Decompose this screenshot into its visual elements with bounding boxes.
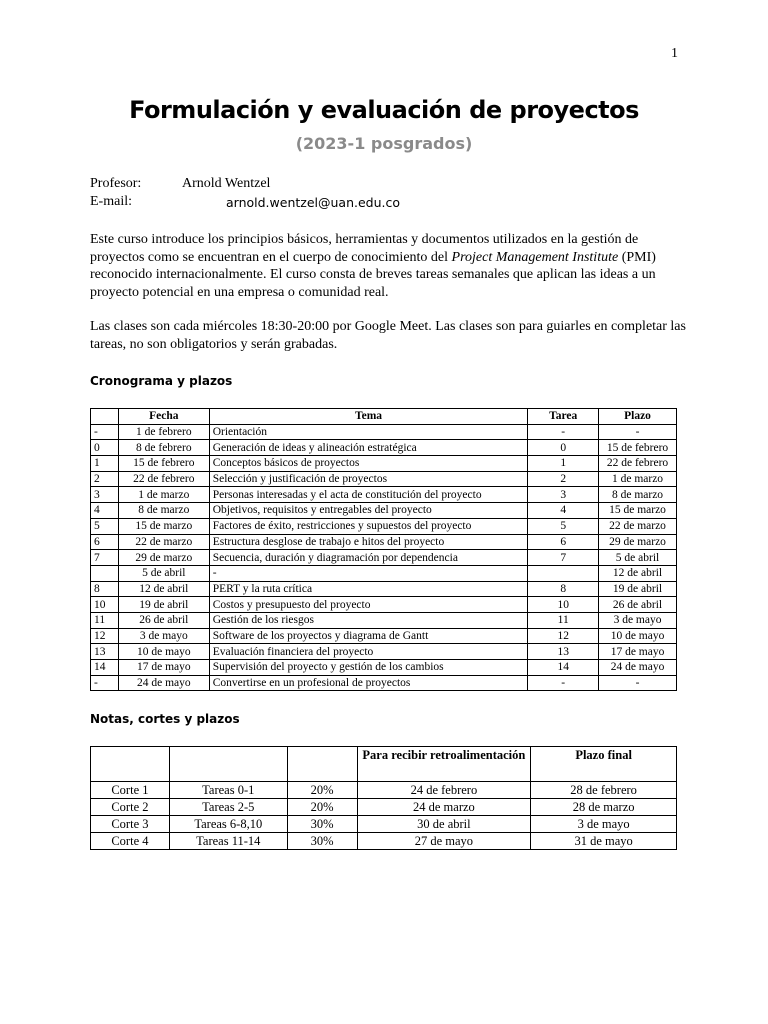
schedule-cell-num bbox=[91, 565, 119, 581]
notes-cell-retro: 30 de abril bbox=[357, 816, 531, 833]
schedule-cell-fecha: 26 de abril bbox=[118, 612, 209, 628]
notes-body bbox=[91, 782, 677, 850]
email-address[interactable]: arnold.wentzel@uan.edu.co bbox=[226, 195, 401, 210]
schedule-row bbox=[91, 456, 677, 472]
schedule-header-row bbox=[91, 409, 677, 425]
schedule-row bbox=[91, 660, 677, 676]
schedule-cell-fecha: 8 de febrero bbox=[118, 440, 209, 456]
notes-header-row bbox=[91, 747, 677, 782]
schedule-cell-tarea: 12 bbox=[528, 628, 599, 644]
schedule-cell-tarea: 6 bbox=[528, 534, 599, 550]
schedule-row bbox=[91, 471, 677, 487]
schedule-cell-num: 6 bbox=[91, 534, 119, 550]
schedule-cell-fecha: 22 de marzo bbox=[118, 534, 209, 550]
schedule-cell-fecha: 12 de abril bbox=[118, 581, 209, 597]
notes-cell-peso: 20% bbox=[287, 782, 357, 799]
schedule-cell-num: 11 bbox=[91, 612, 119, 628]
notes-cell-retro: 27 de mayo bbox=[357, 833, 531, 850]
schedule-cell-tema: Generación de ideas y alineación estratégica bbox=[209, 440, 528, 456]
schedule-cell-tema: Costos y presupuesto del proyecto bbox=[209, 597, 528, 613]
schedule-cell-tarea bbox=[528, 565, 599, 581]
schedule-cell-tarea: 13 bbox=[528, 644, 599, 660]
schedule-cell-tarea: - bbox=[528, 424, 599, 440]
schedule-cell-tema: Software de los proyectos y diagrama de Gantt bbox=[209, 628, 528, 644]
schedule-cell-plazo: 8 de marzo bbox=[599, 487, 677, 503]
schedule-cell-fecha: 10 de mayo bbox=[118, 644, 209, 660]
notes-cell-tareas: Tareas 11-14 bbox=[169, 833, 287, 850]
schedule-cell-plazo: - bbox=[599, 424, 677, 440]
schedule-cell-plazo: 12 de abril bbox=[599, 565, 677, 581]
schedule-cell-fecha: 22 de febrero bbox=[118, 471, 209, 487]
notes-cell-tareas: Tareas 2-5 bbox=[169, 799, 287, 816]
schedule-cell-plazo: 29 de marzo bbox=[599, 534, 677, 550]
schedule-cell-fecha: 15 de febrero bbox=[118, 456, 209, 472]
notes-cell-peso: 30% bbox=[287, 816, 357, 833]
schedule-cell-plazo: 5 de abril bbox=[599, 550, 677, 566]
document-subtitle: (2023-1 posgrados) bbox=[295, 134, 473, 153]
schedule-cell-tarea: 4 bbox=[528, 503, 599, 519]
intro-paragraph bbox=[90, 231, 690, 301]
schedule-row bbox=[91, 518, 677, 534]
schedule-cell-tarea: 3 bbox=[528, 487, 599, 503]
schedule-row bbox=[91, 581, 677, 597]
classes-paragraph bbox=[90, 318, 690, 353]
schedule-cell-tarea: 11 bbox=[528, 612, 599, 628]
email-label: E-mail: bbox=[90, 194, 132, 209]
schedule-row bbox=[91, 503, 677, 519]
schedule-cell-num: 4 bbox=[91, 503, 119, 519]
schedule-cell-fecha: 17 de mayo bbox=[118, 660, 209, 676]
notes-cell-plazo-final: 28 de febrero bbox=[531, 782, 677, 799]
schedule-cell-plazo: 15 de marzo bbox=[599, 503, 677, 519]
schedule-row bbox=[91, 550, 677, 566]
schedule-table bbox=[90, 408, 677, 691]
notes-cell-corte: Corte 1 bbox=[91, 782, 170, 799]
schedule-cell-fecha: 1 de marzo bbox=[118, 487, 209, 503]
schedule-cell-tema: Gestión de los riesgos bbox=[209, 612, 528, 628]
notes-row bbox=[91, 833, 677, 850]
schedule-cell-plazo: 24 de mayo bbox=[599, 660, 677, 676]
notes-header-tareas bbox=[169, 747, 287, 782]
schedule-header-tarea: Tarea bbox=[528, 409, 599, 425]
notes-cell-corte: Corte 3 bbox=[91, 816, 170, 833]
notes-header-retro: Para recibir retroalimentación bbox=[357, 747, 531, 782]
schedule-cell-num: 5 bbox=[91, 518, 119, 534]
schedule-cell-plazo: 3 de mayo bbox=[599, 612, 677, 628]
schedule-cell-tema: Conceptos básicos de proyectos bbox=[209, 456, 528, 472]
profesor-name: Arnold Wentzel bbox=[182, 176, 271, 191]
notes-cell-tareas: Tareas 0-1 bbox=[169, 782, 287, 799]
schedule-row bbox=[91, 534, 677, 550]
schedule-cell-fecha: 24 de mayo bbox=[118, 675, 209, 691]
schedule-cell-fecha: 19 de abril bbox=[118, 597, 209, 613]
schedule-cell-tema: Estructura desglose de trabajo e hitos del proyecto bbox=[209, 534, 528, 550]
schedule-header-plazo: Plazo bbox=[599, 409, 677, 425]
classes-text: Las clases son cada miércoles 18:30-20:00 por Google Meet. Las clases son para guiarles en completar las tareas, no son obligatorios y serán grabadas. bbox=[90, 319, 686, 352]
notes-cell-tareas: Tareas 6-8,10 bbox=[169, 816, 287, 833]
schedule-cell-tema: Orientación bbox=[209, 424, 528, 440]
schedule-cell-tema: Factores de éxito, restricciones y supuestos del proyecto bbox=[209, 518, 528, 534]
schedule-cell-plazo: 26 de abril bbox=[599, 597, 677, 613]
notes-cell-peso: 30% bbox=[287, 833, 357, 850]
schedule-cell-plazo: 17 de mayo bbox=[599, 644, 677, 660]
schedule-cell-tema: Personas interesadas y el acta de constitución del proyecto bbox=[209, 487, 528, 503]
schedule-row bbox=[91, 675, 677, 691]
schedule-cell-num: - bbox=[91, 675, 119, 691]
notes-heading: Notas, cortes y plazos bbox=[90, 712, 240, 726]
notes-cell-plazo-final: 31 de mayo bbox=[531, 833, 677, 850]
schedule-cell-num: 10 bbox=[91, 597, 119, 613]
schedule-cell-num: 3 bbox=[91, 487, 119, 503]
schedule-cell-num: 12 bbox=[91, 628, 119, 644]
schedule-row bbox=[91, 565, 677, 581]
schedule-cell-plazo: 19 de abril bbox=[599, 581, 677, 597]
schedule-cell-fecha: 15 de marzo bbox=[118, 518, 209, 534]
notes-cell-plazo-final: 3 de mayo bbox=[531, 816, 677, 833]
notes-row bbox=[91, 782, 677, 799]
schedule-cell-tema: PERT y la ruta crítica bbox=[209, 581, 528, 597]
schedule-cell-tarea: 1 bbox=[528, 456, 599, 472]
schedule-cell-num: 2 bbox=[91, 471, 119, 487]
schedule-row bbox=[91, 644, 677, 660]
schedule-heading: Cronograma y plazos bbox=[90, 374, 233, 388]
schedule-cell-tarea: 0 bbox=[528, 440, 599, 456]
schedule-cell-num: 7 bbox=[91, 550, 119, 566]
schedule-cell-tarea: 5 bbox=[528, 518, 599, 534]
schedule-row bbox=[91, 487, 677, 503]
schedule-cell-tema: - bbox=[209, 565, 528, 581]
schedule-cell-fecha: 29 de marzo bbox=[118, 550, 209, 566]
schedule-cell-tarea: - bbox=[528, 675, 599, 691]
notes-cell-retro: 24 de marzo bbox=[357, 799, 531, 816]
notes-cell-peso: 20% bbox=[287, 799, 357, 816]
notes-row bbox=[91, 799, 677, 816]
schedule-cell-tema: Objetivos, requisitos y entregables del proyecto bbox=[209, 503, 528, 519]
schedule-cell-tarea: 8 bbox=[528, 581, 599, 597]
schedule-header-fecha: Fecha bbox=[118, 409, 209, 425]
schedule-cell-tema: Evaluación financiera del proyecto bbox=[209, 644, 528, 660]
document-title: Formulación y evaluación de proyectos bbox=[129, 96, 639, 124]
notes-cell-corte: Corte 4 bbox=[91, 833, 170, 850]
schedule-cell-num: 0 bbox=[91, 440, 119, 456]
schedule-cell-plazo: 22 de marzo bbox=[599, 518, 677, 534]
notes-table bbox=[90, 746, 677, 850]
schedule-cell-plazo: 10 de mayo bbox=[599, 628, 677, 644]
schedule-cell-fecha: 8 de marzo bbox=[118, 503, 209, 519]
intro-text-1: Este curso introduce los principios básicos, herramientas y documentos utilizados en la gestión de proyectos como se encuentran en el cuerpo de conocimiento del bbox=[90, 232, 639, 265]
schedule-cell-num: 8 bbox=[91, 581, 119, 597]
schedule-cell-num: 14 bbox=[91, 660, 119, 676]
schedule-cell-num: 13 bbox=[91, 644, 119, 660]
schedule-cell-num: 1 bbox=[91, 456, 119, 472]
schedule-row bbox=[91, 597, 677, 613]
schedule-cell-plazo: 15 de febrero bbox=[599, 440, 677, 456]
schedule-header-tema: Tema bbox=[209, 409, 528, 425]
schedule-cell-fecha: 3 de mayo bbox=[118, 628, 209, 644]
schedule-body bbox=[91, 424, 677, 691]
schedule-header-num bbox=[91, 409, 119, 425]
schedule-cell-num: - bbox=[91, 424, 119, 440]
schedule-cell-tarea: 14 bbox=[528, 660, 599, 676]
schedule-row bbox=[91, 612, 677, 628]
intro-italic-pmi: Project Management Institute bbox=[451, 249, 619, 265]
notes-cell-corte: Corte 2 bbox=[91, 799, 170, 816]
schedule-cell-plazo: 22 de febrero bbox=[599, 456, 677, 472]
notes-header-plazo-final: Plazo final bbox=[531, 747, 677, 782]
notes-header-peso bbox=[287, 747, 357, 782]
schedule-cell-fecha: 1 de febrero bbox=[118, 424, 209, 440]
schedule-row bbox=[91, 424, 677, 440]
notes-header-corte bbox=[91, 747, 170, 782]
schedule-cell-fecha: 5 de abril bbox=[118, 565, 209, 581]
schedule-cell-tema: Secuencia, duración y diagramación por dependencia bbox=[209, 550, 528, 566]
schedule-cell-tema: Selección y justificación de proyectos bbox=[209, 471, 528, 487]
notes-row bbox=[91, 816, 677, 833]
schedule-row bbox=[91, 628, 677, 644]
schedule-cell-tarea: 7 bbox=[528, 550, 599, 566]
schedule-cell-plazo: - bbox=[599, 675, 677, 691]
notes-cell-plazo-final: 28 de marzo bbox=[531, 799, 677, 816]
schedule-cell-plazo: 1 de marzo bbox=[599, 471, 677, 487]
schedule-cell-tema: Convertirse en un profesional de proyectos bbox=[209, 675, 528, 691]
schedule-cell-tarea: 2 bbox=[528, 471, 599, 487]
schedule-cell-tarea: 10 bbox=[528, 597, 599, 613]
notes-cell-retro: 24 de febrero bbox=[357, 782, 531, 799]
schedule-row bbox=[91, 440, 677, 456]
intro-text-2: (PMI) reconocido internacionalmente. El curso consta de breves tareas semanales que aplican las ideas a un proyecto potencial en una empresa o comunidad real. bbox=[90, 249, 656, 300]
page-number: 1 bbox=[671, 46, 678, 61]
profesor-label: Profesor: bbox=[90, 176, 142, 191]
schedule-cell-tema: Supervisión del proyecto y gestión de los cambios bbox=[209, 660, 528, 676]
